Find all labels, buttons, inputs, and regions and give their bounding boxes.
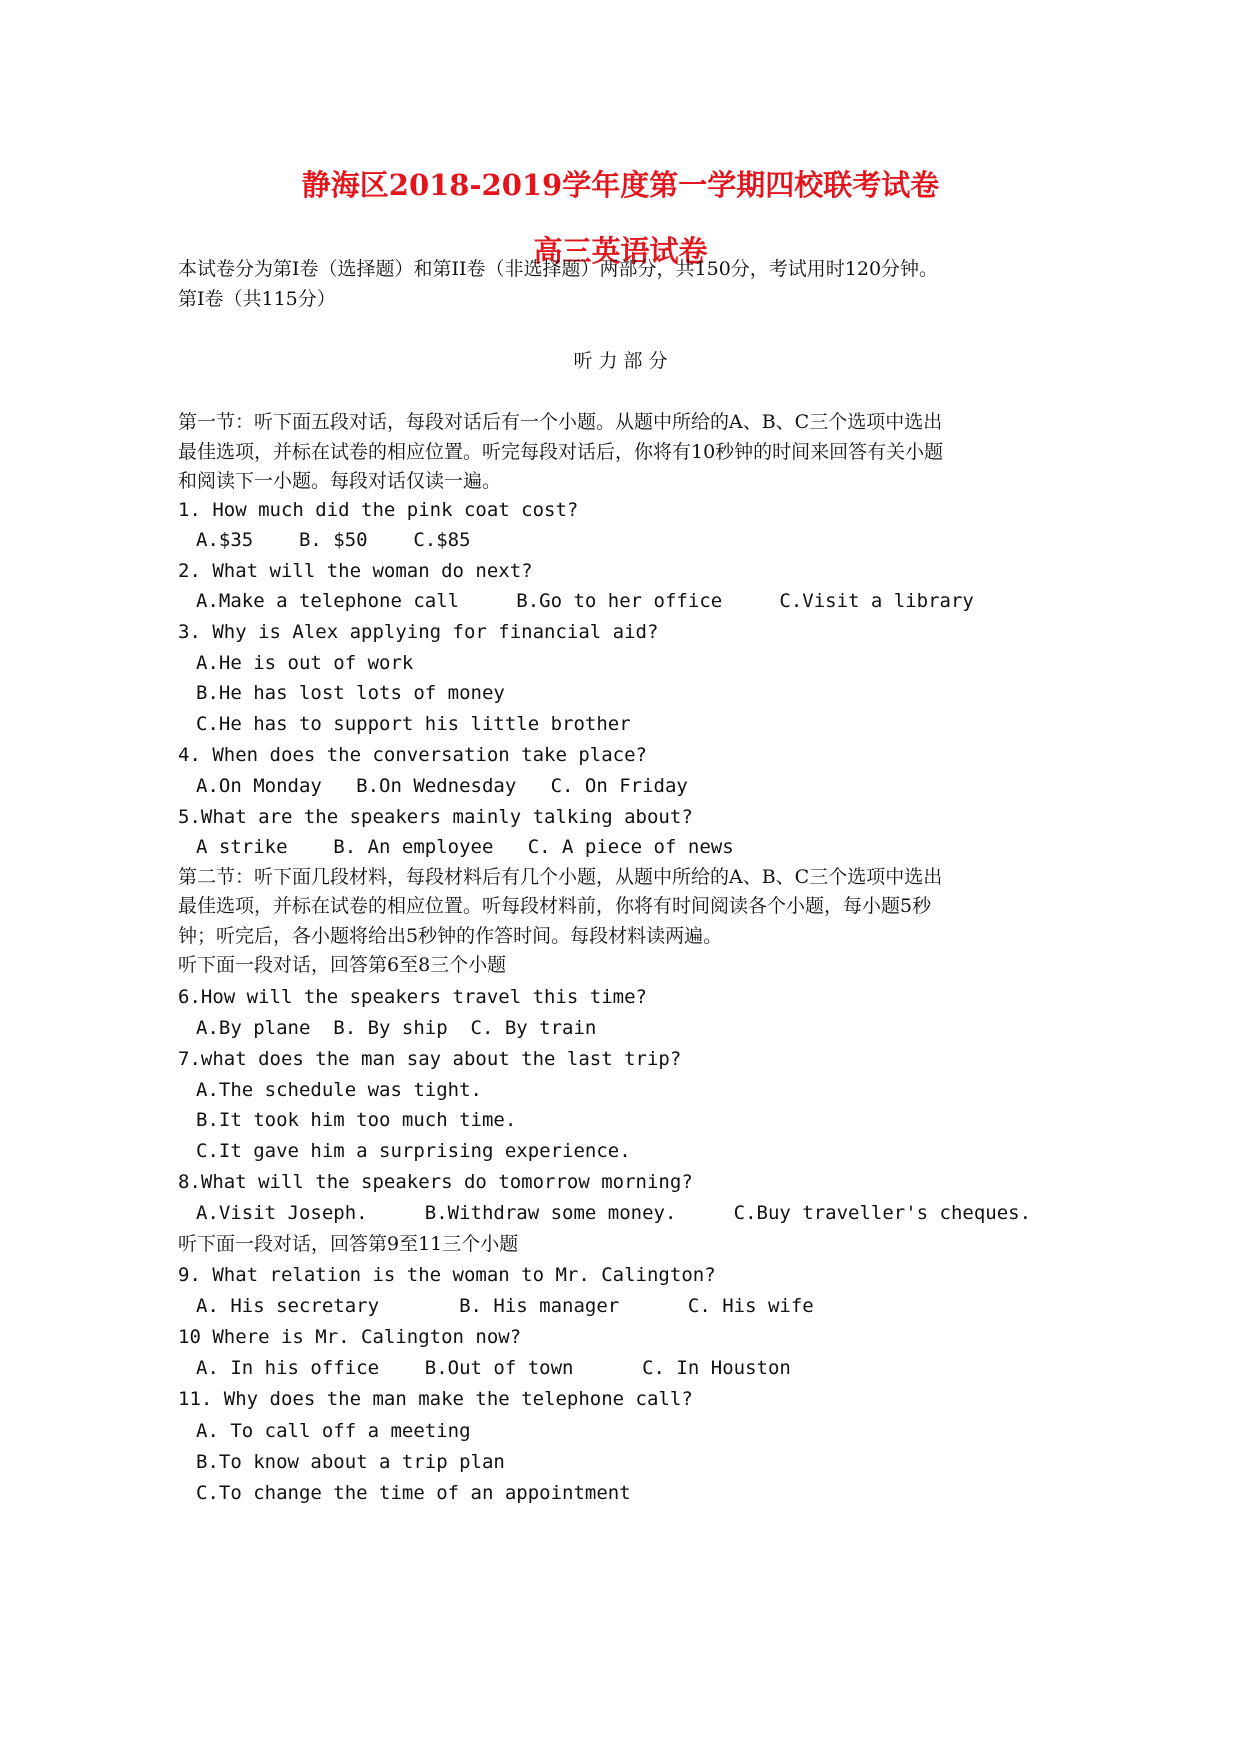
question-stem: 3. Why is Alex applying for financial aid?: [178, 621, 659, 643]
question-options: A strike B. An employee C. A piece of news: [196, 836, 734, 858]
question-stem: 11. Why does the man make the telephone call?: [178, 1388, 693, 1410]
group-heading: 听下面一段对话，回答第9至11三个小题: [178, 1233, 519, 1255]
intro-line: 第I卷（共115分）: [178, 288, 336, 310]
question-stem: 1. How much did the pink coat cost?: [178, 499, 579, 521]
question-option: B.To know about a trip plan: [196, 1451, 505, 1473]
question-option: C.To change the time of an appointment: [196, 1482, 631, 1504]
exam-title: 静海区2018-2019学年度第一学期四校联考试卷: [301, 168, 940, 202]
question-options: A.Visit Joseph. B.Withdraw some money. C.Buy traveller's cheques.: [196, 1202, 1032, 1224]
question-option: A. To call off a meeting: [196, 1420, 471, 1442]
part1-instructions: 最佳选项，并标在试卷的相应位置。听完每段对话后，你将有10秒钟的时间来回答有关小题: [178, 441, 944, 463]
question-options: A.Make a telephone call B.Go to her office C.Visit a library: [196, 590, 974, 612]
question-option: A.He is out of work: [196, 652, 414, 674]
question-option: B.It took him too much time.: [196, 1109, 517, 1131]
part2-instructions: 最佳选项，并标在试卷的相应位置。听每段材料前，你将有时间阅读各个小题，每小题5秒: [178, 895, 932, 917]
question-options: A.On Monday B.On Wednesday C. On Friday: [196, 775, 688, 797]
question-stem: 9. What relation is the woman to Mr. Calington?: [178, 1264, 716, 1286]
question-stem: 6.How will the speakers travel this time?: [178, 986, 647, 1008]
part2-instructions: 第二节：听下面几段材料，每段材料后有几个小题，从题中所给的A、B、C三个选项中选出: [178, 866, 943, 888]
section-title: 听 力 部 分: [573, 350, 668, 372]
group-heading: 听下面一段对话，回答第6至8三个小题: [178, 954, 507, 976]
question-option: B.He has lost lots of money: [196, 682, 505, 704]
question-option: C.He has to support his little brother: [196, 713, 631, 735]
exam-subtitle: 高三英语试卷: [533, 234, 708, 268]
question-stem: 10 Where is Mr. Calington now?: [178, 1326, 522, 1348]
intro-line: 本试卷分为第I卷（选择题）和第II卷（非选择题）两部分，共150分，考试用时120分钟。: [178, 258, 939, 280]
question-stem: 7.what does the man say about the last trip?: [178, 1048, 682, 1070]
question-option: C.It gave him a surprising experience.: [196, 1140, 631, 1162]
question-stem: 5.What are the speakers mainly talking about?: [178, 806, 693, 828]
question-stem: 4. When does the conversation take place?: [178, 744, 647, 766]
part1-instructions: 第一节：听下面五段对话，每段对话后有一个小题。从题中所给的A、B、C三个选项中选出: [178, 411, 943, 433]
part2-instructions: 钟；听完后，各小题将给出5秒钟的作答时间。每段材料读两遍。: [178, 925, 723, 947]
question-stem: 2. What will the woman do next?: [178, 560, 533, 582]
question-options: A.$35 B. $50 C.$85: [196, 529, 471, 551]
question-option: A.The schedule was tight.: [196, 1079, 482, 1101]
question-options: A. In his office B.Out of town C. In Houston: [196, 1357, 791, 1379]
part1-instructions: 和阅读下一小题。每段对话仅读一遍。: [178, 470, 502, 492]
question-options: A.By plane B. By ship C. By train: [196, 1017, 597, 1039]
question-options: A. His secretary B. His manager C. His wife: [196, 1295, 814, 1317]
question-stem: 8.What will the speakers do tomorrow morning?: [178, 1171, 693, 1193]
